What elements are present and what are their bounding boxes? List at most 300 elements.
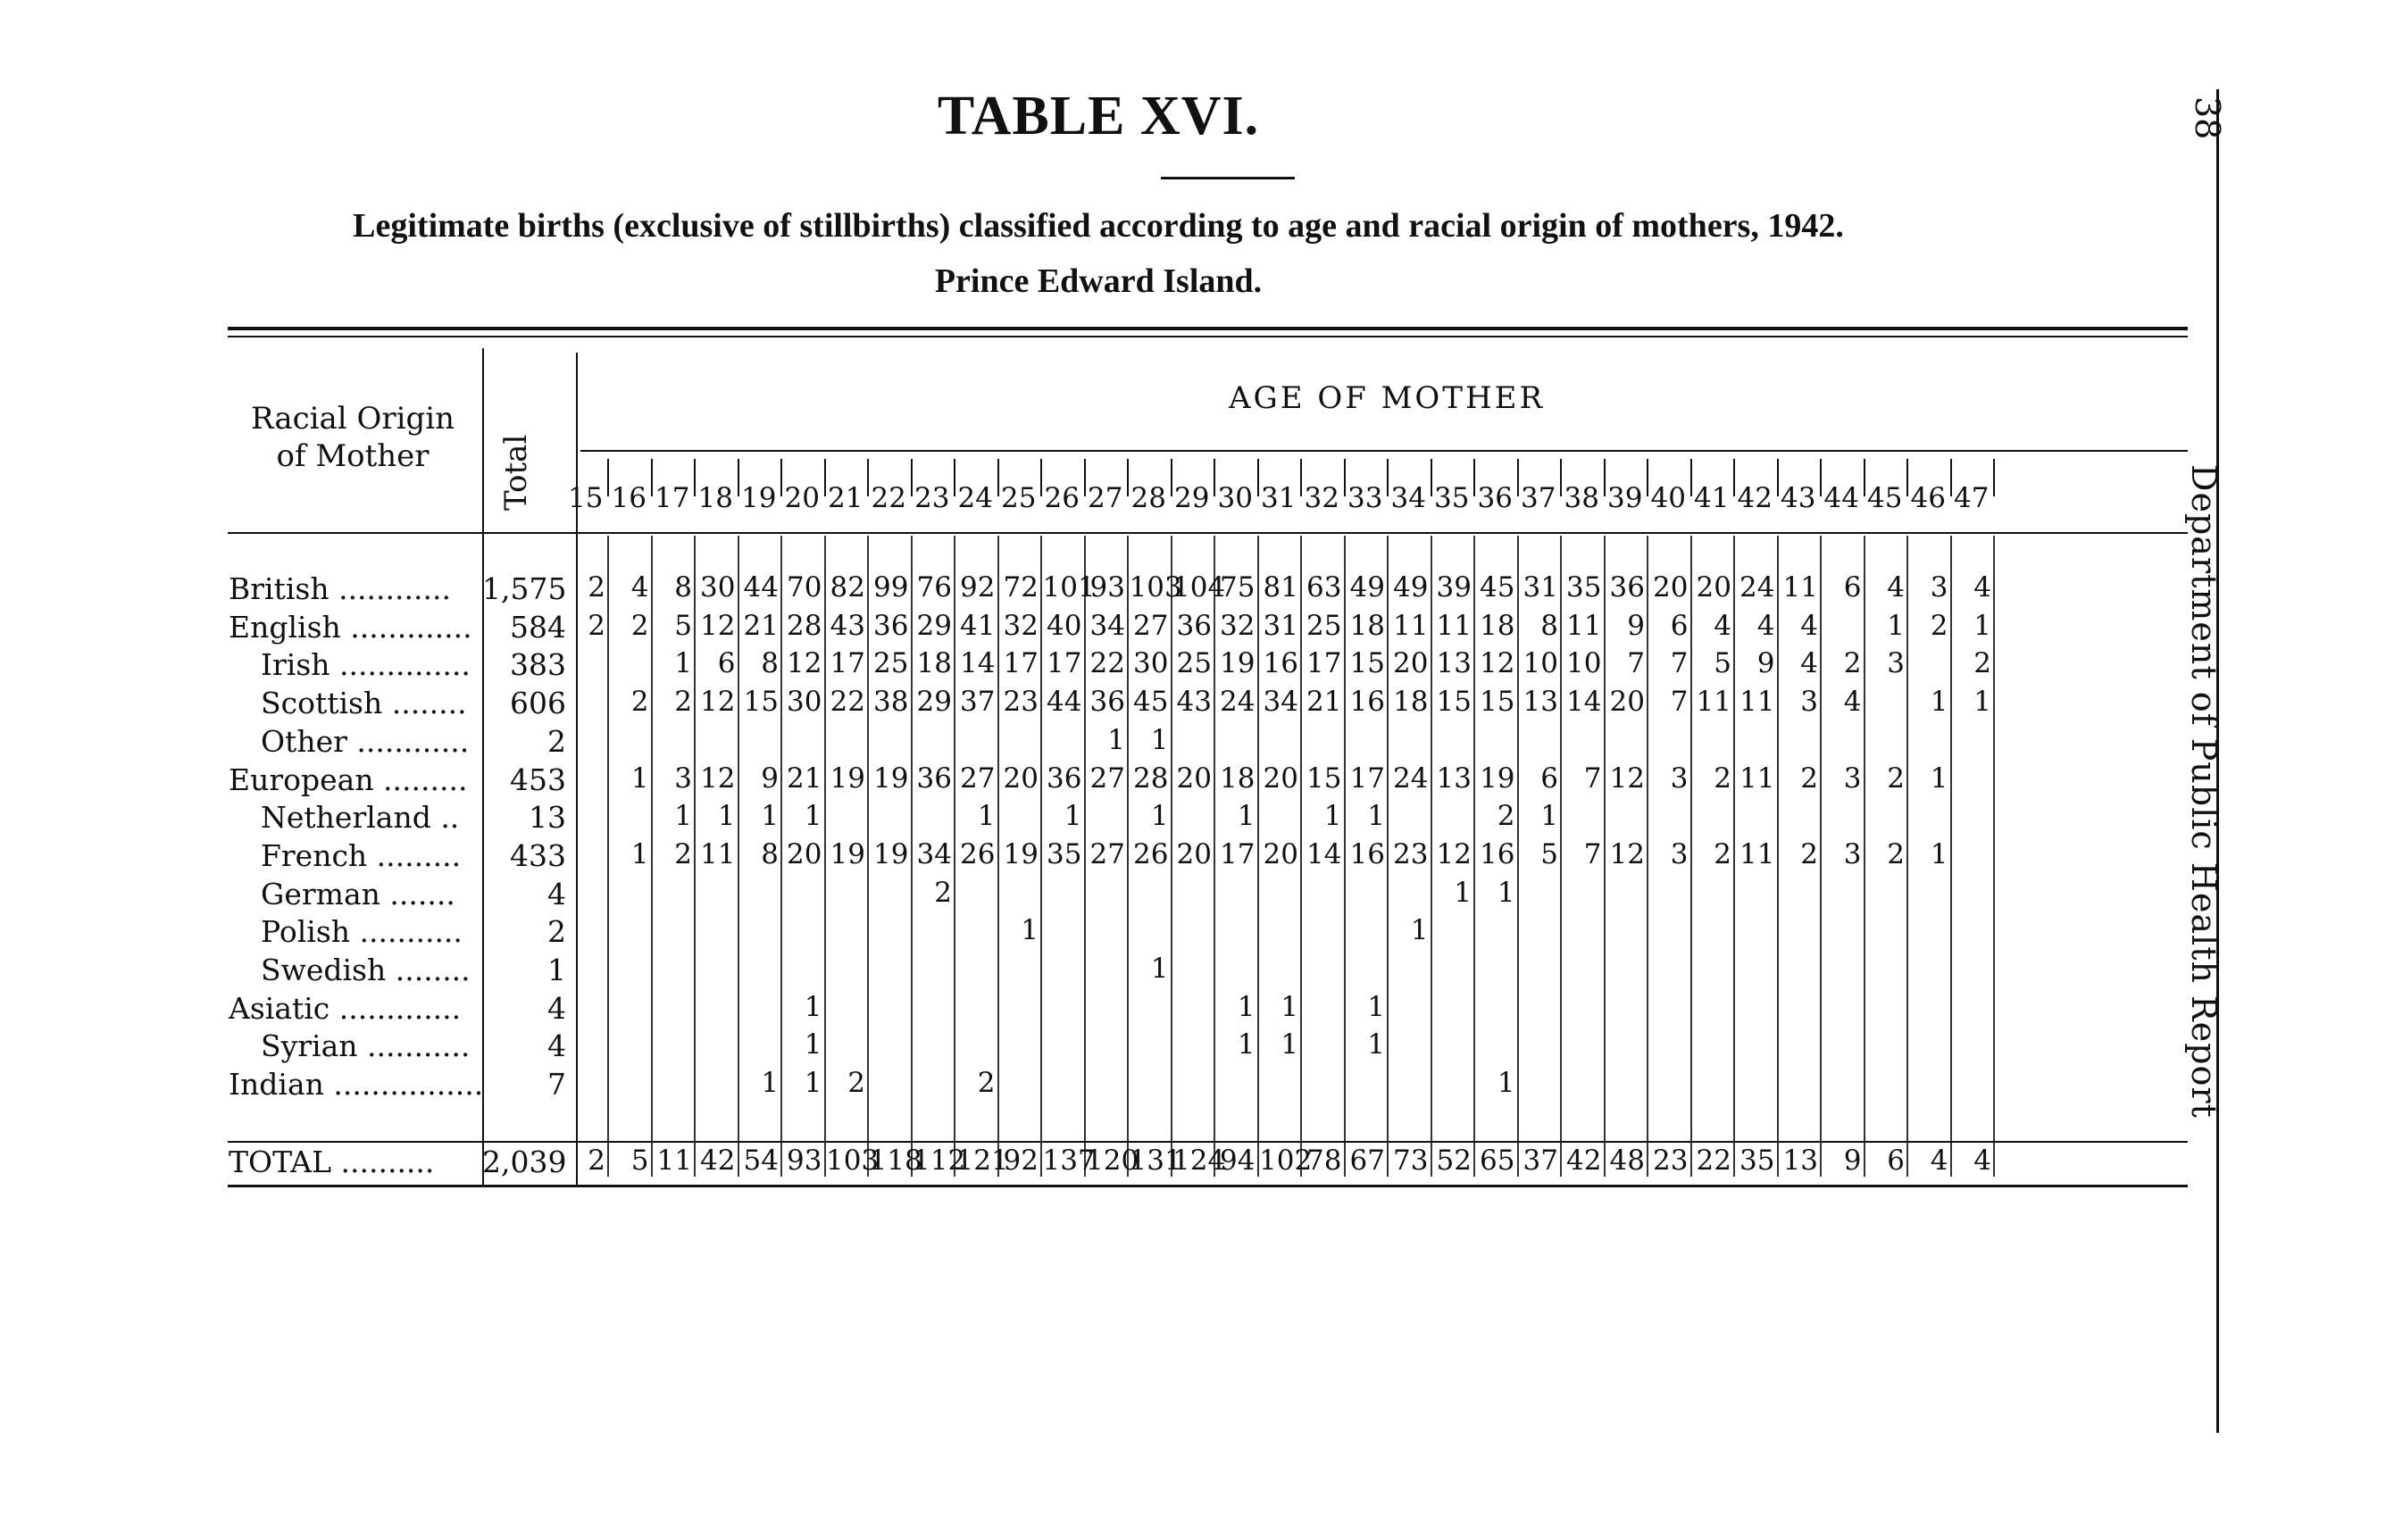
table-cell: 2 [674, 686, 692, 719]
table-cell: 25 [873, 647, 909, 680]
age-column-label: 22 [871, 482, 906, 514]
age-column-label: 18 [697, 482, 733, 514]
table-cell: 2 [1714, 762, 1731, 795]
table-cell: 44 [743, 571, 779, 604]
table-cell: 1 [804, 1067, 822, 1100]
table-cell: 2 [977, 1067, 996, 1100]
table-cell: 12 [1609, 837, 1645, 870]
table-cell: 72 [1003, 571, 1039, 604]
age-column-label: 35 [1434, 482, 1470, 514]
table-row [0, 914, 2386, 952]
table-cell: 20 [787, 837, 822, 870]
table-cell: 1 [1887, 609, 1905, 642]
table-cell: 11 [1436, 609, 1472, 642]
row-label: Netherland .. [261, 800, 460, 836]
table-cell: 4 [1756, 609, 1775, 642]
table-total-row [0, 1145, 2386, 1182]
row-label: Polish ........... [261, 914, 463, 950]
table-cell: 1 [1064, 800, 1082, 833]
table-cell: 94 [1220, 1145, 1256, 1177]
age-column-label: 21 [828, 482, 863, 514]
table-cell: 27 [1089, 837, 1125, 870]
table-cell: 65 [1480, 1145, 1515, 1177]
table-cell: 1 [1323, 800, 1342, 833]
table-cell: 82 [830, 571, 865, 604]
table-cell: 21 [1306, 686, 1342, 719]
row-total: 2 [547, 723, 566, 759]
table-cell: 24 [1393, 762, 1429, 795]
age-column-label: 32 [1304, 482, 1339, 514]
table-cell: 3 [1843, 837, 1862, 870]
table-cell: 1 [674, 647, 692, 680]
total-separator-rule [228, 1141, 2188, 1143]
table-cell: 25 [1176, 647, 1212, 680]
row-total: 584 [510, 609, 566, 645]
table-cell: 14 [1306, 837, 1342, 870]
table-cell: 37 [960, 686, 996, 719]
table-cell: 2 [847, 1067, 865, 1100]
table-cell: 1 [804, 1028, 822, 1061]
age-column-label: 24 [957, 482, 993, 514]
table-cell: 20 [1263, 762, 1298, 795]
age-column-label: 47 [1954, 482, 1990, 514]
table-cell: 3 [1800, 686, 1818, 719]
racial-origin-header-line-2: of Mother [276, 438, 430, 474]
table-cell: 92 [960, 571, 996, 604]
table-cell: 2 [1887, 837, 1905, 870]
table-cell: 15 [1306, 762, 1342, 795]
table-cell: 81 [1263, 571, 1298, 604]
table-cell: 15 [1349, 647, 1385, 680]
table-cell: 104 [1172, 571, 1226, 604]
age-column-label: 46 [1910, 482, 1946, 514]
age-column-label: 43 [1781, 482, 1816, 514]
table-cell: 13 [1782, 1145, 1818, 1177]
age-column-label: 17 [655, 482, 690, 514]
table-cell: 7 [1583, 837, 1602, 870]
table-cell: 2 [1714, 837, 1731, 870]
table-cell: 12 [700, 609, 736, 642]
table-cell: 1 [1237, 990, 1256, 1023]
table-cell: 8 [761, 837, 779, 870]
table-cell: 42 [1566, 1145, 1602, 1177]
table-cell: 2 [588, 609, 605, 642]
table-cell: 12 [1436, 837, 1472, 870]
table-cell: 18 [916, 647, 952, 680]
table-cell: 9 [1627, 609, 1645, 642]
table-cell: 2 [588, 1145, 605, 1177]
age-column-label: 28 [1130, 482, 1166, 514]
table-cell: 120 [1086, 1145, 1139, 1177]
table-cell: 1 [1367, 800, 1385, 833]
row-total: 1,575 [482, 571, 567, 606]
table-cell: 28 [1133, 762, 1169, 795]
racial-origin-header-line-1: Racial Origin [250, 401, 455, 437]
table-cell: 73 [1393, 1145, 1429, 1177]
table-cell: 17 [830, 647, 865, 680]
table-cell: 1 [1237, 800, 1256, 833]
row-label: French ......... [261, 837, 462, 873]
table-cell: 16 [1349, 837, 1385, 870]
table-cell: 1 [1107, 723, 1125, 756]
row-total: 7 [547, 1067, 566, 1103]
table-cell: 1 [1367, 990, 1385, 1023]
table-cell: 4 [1973, 571, 1991, 604]
row-label: English ............. [229, 609, 472, 645]
table-cell: 11 [1739, 686, 1775, 719]
table-cell: 23 [1393, 837, 1429, 870]
age-column-label: 34 [1390, 482, 1426, 514]
table-cell: 9 [761, 762, 779, 795]
table-cell: 10 [1523, 647, 1558, 680]
table-cell: 3 [1930, 571, 1948, 604]
table-cell: 1 [1021, 914, 1039, 947]
age-of-mother-header: AGE OF MOTHER [1229, 380, 1546, 416]
age-column-label: 16 [611, 482, 647, 514]
table-subtitle [0, 198, 2197, 309]
table-cell: 17 [1220, 837, 1256, 870]
table-cell: 78 [1306, 1145, 1342, 1177]
table-cell: 17 [1003, 647, 1039, 680]
table-cell: 1 [761, 800, 779, 833]
table-cell: 2 [1843, 647, 1862, 680]
table-cell: 11 [1739, 837, 1775, 870]
table-cell: 32 [1003, 609, 1039, 642]
table-cell: 32 [1220, 609, 1256, 642]
table-cell: 1 [1930, 762, 1948, 795]
table-cell: 67 [1349, 1145, 1385, 1177]
table-cell: 131 [1129, 1145, 1182, 1177]
title-rule [1161, 177, 1295, 179]
table-cell: 1 [1973, 609, 1991, 642]
age-column-label: 30 [1217, 482, 1253, 514]
table-cell: 20 [1176, 762, 1212, 795]
table-cell: 15 [1436, 686, 1472, 719]
age-header-rule [580, 450, 2188, 452]
table-cell: 36 [873, 609, 909, 642]
table-cell: 42 [700, 1145, 736, 1177]
table-cell: 22 [1089, 647, 1125, 680]
table-row [0, 991, 2386, 1028]
table-cell: 3 [1843, 762, 1862, 795]
age-column-label: 38 [1564, 482, 1599, 514]
table-cell: 1 [1454, 876, 1472, 909]
table-row [0, 724, 2386, 762]
table-cell: 19 [1220, 647, 1256, 680]
table-cell: 27 [1133, 609, 1169, 642]
table-cell: 1 [1497, 1067, 1515, 1100]
table-cell: 18 [1480, 609, 1515, 642]
table-cell: 102 [1259, 1145, 1313, 1177]
table-cell: 19 [830, 837, 865, 870]
table-cell: 23 [1653, 1145, 1689, 1177]
table-cell: 118 [869, 1145, 922, 1177]
table-cell: 43 [1176, 686, 1212, 719]
age-column-label: 25 [1001, 482, 1037, 514]
running-title: Department of Public Health Report [2184, 464, 2223, 1119]
row-label: Indian ................ [229, 1067, 484, 1103]
table-cell: 6 [1843, 571, 1862, 604]
table-cell: 1 [630, 837, 649, 870]
table-cell: 19 [830, 762, 865, 795]
header-bottom-rule [228, 532, 2188, 534]
age-column-label: 31 [1261, 482, 1297, 514]
age-column-label: 39 [1607, 482, 1643, 514]
table-cell: 30 [700, 571, 736, 604]
row-label: Other ............ [261, 723, 470, 759]
row-label: British ............ [229, 571, 451, 606]
table-cell: 31 [1523, 571, 1558, 604]
table-cell: 1 [674, 800, 692, 833]
page-title: TABLE XVI. [937, 86, 1260, 146]
racial-origin-header [228, 400, 478, 475]
table-cell: 15 [1480, 686, 1515, 719]
table-cell: 2 [1800, 762, 1818, 795]
table-cell: 103 [826, 1145, 880, 1177]
row-total: 2,039 [482, 1145, 567, 1179]
table-cell: 124 [1172, 1145, 1226, 1177]
table-cell: 8 [1540, 609, 1558, 642]
table-cell: 2 [1800, 837, 1818, 870]
table-cell: 63 [1306, 571, 1342, 604]
table-cell: 16 [1263, 647, 1298, 680]
table-cell: 121 [955, 1145, 1009, 1177]
table-cell: 4 [630, 571, 649, 604]
table-cell: 2 [1497, 800, 1515, 833]
table-cell: 1 [761, 1067, 779, 1100]
table-cell: 1 [1150, 800, 1169, 833]
table-cell: 16 [1349, 686, 1385, 719]
table-cell: 25 [1306, 609, 1342, 642]
table-cell: 9 [1843, 1145, 1862, 1177]
table-cell: 4 [1887, 571, 1905, 604]
row-label: German ....... [261, 876, 455, 912]
table-cell: 31 [1263, 609, 1298, 642]
table-cell: 5 [1540, 837, 1558, 870]
age-column-label: 23 [914, 482, 950, 514]
table-cell: 41 [960, 609, 996, 642]
table-cell: 36 [1047, 762, 1082, 795]
table-cell: 5 [674, 609, 692, 642]
row-label: Irish .............. [261, 647, 471, 683]
row-total: 2 [547, 914, 566, 950]
table-cell: 13 [1436, 762, 1472, 795]
table-cell: 21 [787, 762, 822, 795]
age-column-label: 40 [1650, 482, 1686, 514]
table-cell: 40 [1047, 609, 1082, 642]
table-cell: 28 [787, 609, 822, 642]
table-cell: 4 [1800, 647, 1818, 680]
row-label: Asiatic ............. [229, 990, 462, 1026]
table-cell: 20 [1696, 571, 1731, 604]
table-cell: 35 [1739, 1145, 1775, 1177]
table-cell: 5 [630, 1145, 649, 1177]
table-cell: 93 [787, 1145, 822, 1177]
age-column-tick [1993, 459, 1995, 496]
table-cell: 19 [873, 837, 909, 870]
table-cell: 17 [1306, 647, 1342, 680]
table-cell: 11 [656, 1145, 692, 1177]
row-total: 4 [547, 1028, 566, 1064]
table-cell: 35 [1047, 837, 1082, 870]
table-cell: 13 [1523, 686, 1558, 719]
table-cell: 14 [960, 647, 996, 680]
table-cell: 37 [1523, 1145, 1558, 1177]
table-cell: 3 [1887, 647, 1905, 680]
age-column-label: 36 [1477, 482, 1513, 514]
table-cell: 13 [1436, 647, 1472, 680]
table-cell: 1 [1237, 1028, 1256, 1061]
total-header: Total [498, 434, 534, 511]
table-row [0, 800, 2386, 837]
table-cell: 17 [1047, 647, 1082, 680]
age-column-label: 45 [1867, 482, 1903, 514]
table-cell: 1 [1930, 837, 1948, 870]
row-total: 433 [510, 837, 566, 873]
table-cell: 18 [1349, 609, 1385, 642]
table-cell: 6 [1670, 609, 1689, 642]
age-column-label: 26 [1044, 482, 1080, 514]
table-cell: 1 [1367, 1028, 1385, 1061]
table-cell: 54 [743, 1145, 779, 1177]
row-total: 383 [510, 647, 566, 683]
table-cell: 45 [1480, 571, 1515, 604]
table-cell: 1 [977, 800, 996, 833]
table-cell: 1 [630, 762, 649, 795]
table-row [0, 953, 2386, 990]
table-cell: 48 [1609, 1145, 1645, 1177]
table-cell: 1 [1150, 723, 1169, 756]
table-cell: 45 [1133, 686, 1169, 719]
table-cell: 1 [1150, 953, 1169, 985]
table-cell: 1 [1973, 686, 1991, 719]
row-total: 606 [510, 686, 566, 721]
table-cell: 1 [1281, 1028, 1298, 1061]
row-label: TOTAL .......... [229, 1145, 435, 1179]
table-cell: 12 [787, 647, 822, 680]
table-cell: 99 [873, 571, 909, 604]
table-cell: 7 [1627, 647, 1645, 680]
table-cell: 24 [1739, 571, 1775, 604]
table-cell: 8 [761, 647, 779, 680]
table-cell: 23 [1003, 686, 1039, 719]
table-row [0, 686, 2386, 723]
table-cell: 29 [916, 609, 952, 642]
row-total: 453 [510, 762, 566, 797]
row-label: Syrian ........... [261, 1028, 471, 1064]
table-cell: 11 [1393, 609, 1429, 642]
table-cell: 34 [916, 837, 952, 870]
table-cell: 4 [1973, 1145, 1991, 1177]
row-label: European ......... [229, 762, 468, 797]
table-cell: 103 [1129, 571, 1182, 604]
table-row [0, 647, 2386, 685]
table-cell: 1 [804, 800, 822, 833]
table-cell: 75 [1220, 571, 1256, 604]
table-cell: 1 [717, 800, 736, 833]
table-cell: 22 [830, 686, 865, 719]
top-rule-thick [228, 327, 2188, 330]
table-cell: 76 [916, 571, 952, 604]
age-column-label: 44 [1823, 482, 1859, 514]
table-cell: 4 [1714, 609, 1731, 642]
table-cell: 49 [1349, 571, 1385, 604]
table-cell: 1 [1497, 876, 1515, 909]
table-cell: 27 [960, 762, 996, 795]
table-cell: 43 [830, 609, 865, 642]
table-cell: 49 [1393, 571, 1429, 604]
age-column-label: 15 [568, 482, 604, 514]
table-cell: 17 [1349, 762, 1385, 795]
subtitle-line-2: Prince Edward Island. [934, 262, 1263, 300]
table-row [0, 610, 2386, 647]
table-cell: 70 [787, 571, 822, 604]
table-row [0, 838, 2386, 876]
table-cell: 9 [1756, 647, 1775, 680]
table-cell: 26 [1133, 837, 1169, 870]
table-cell: 20 [1003, 762, 1039, 795]
table-cell: 21 [743, 609, 779, 642]
table-cell: 12 [700, 686, 736, 719]
age-column-label: 27 [1088, 482, 1123, 514]
table-cell: 12 [700, 762, 736, 795]
table-cell: 2 [630, 609, 649, 642]
table-cell: 11 [1782, 571, 1818, 604]
age-column-label: 42 [1737, 482, 1773, 514]
table-cell: 3 [674, 762, 692, 795]
table-cell: 38 [873, 686, 909, 719]
table-cell: 2 [934, 876, 952, 909]
table-cell: 1 [1930, 686, 1948, 719]
table-cell: 2 [1973, 647, 1991, 680]
table-cell: 137 [1042, 1145, 1096, 1177]
table-cell: 29 [916, 686, 952, 719]
page-number: 38 [2188, 96, 2227, 140]
table-cell: 8 [674, 571, 692, 604]
table-cell: 1 [804, 990, 822, 1023]
table-cell: 101 [1042, 571, 1096, 604]
table-cell: 11 [700, 837, 736, 870]
table-cell: 2 [1930, 609, 1948, 642]
table-cell: 20 [1176, 837, 1212, 870]
age-column-label: 19 [741, 482, 777, 514]
row-label: Swedish ........ [261, 953, 471, 987]
table-cell: 92 [1003, 1145, 1039, 1177]
age-column-label: 33 [1347, 482, 1383, 514]
row-total: 4 [547, 990, 566, 1026]
table-row [0, 1028, 2386, 1066]
row-total: 13 [529, 800, 566, 836]
table-cell: 24 [1220, 686, 1256, 719]
table-cell: 36 [1176, 609, 1212, 642]
table-cell: 26 [960, 837, 996, 870]
table-cell: 34 [1089, 609, 1125, 642]
table-row [0, 762, 2386, 800]
top-rule-thin [228, 336, 2188, 337]
table-cell: 6 [1887, 1145, 1905, 1177]
table-cell: 1 [1281, 990, 1298, 1023]
table-cell: 36 [1609, 571, 1645, 604]
table-cell: 39 [1436, 571, 1472, 604]
table-cell: 7 [1670, 686, 1689, 719]
table-cell: 15 [743, 686, 779, 719]
table-cell: 36 [1089, 686, 1125, 719]
table-cell: 2 [674, 837, 692, 870]
table-cell: 1 [1410, 914, 1429, 947]
table-cell: 6 [717, 647, 736, 680]
table-cell: 7 [1670, 647, 1689, 680]
age-column-label: 41 [1694, 482, 1730, 514]
